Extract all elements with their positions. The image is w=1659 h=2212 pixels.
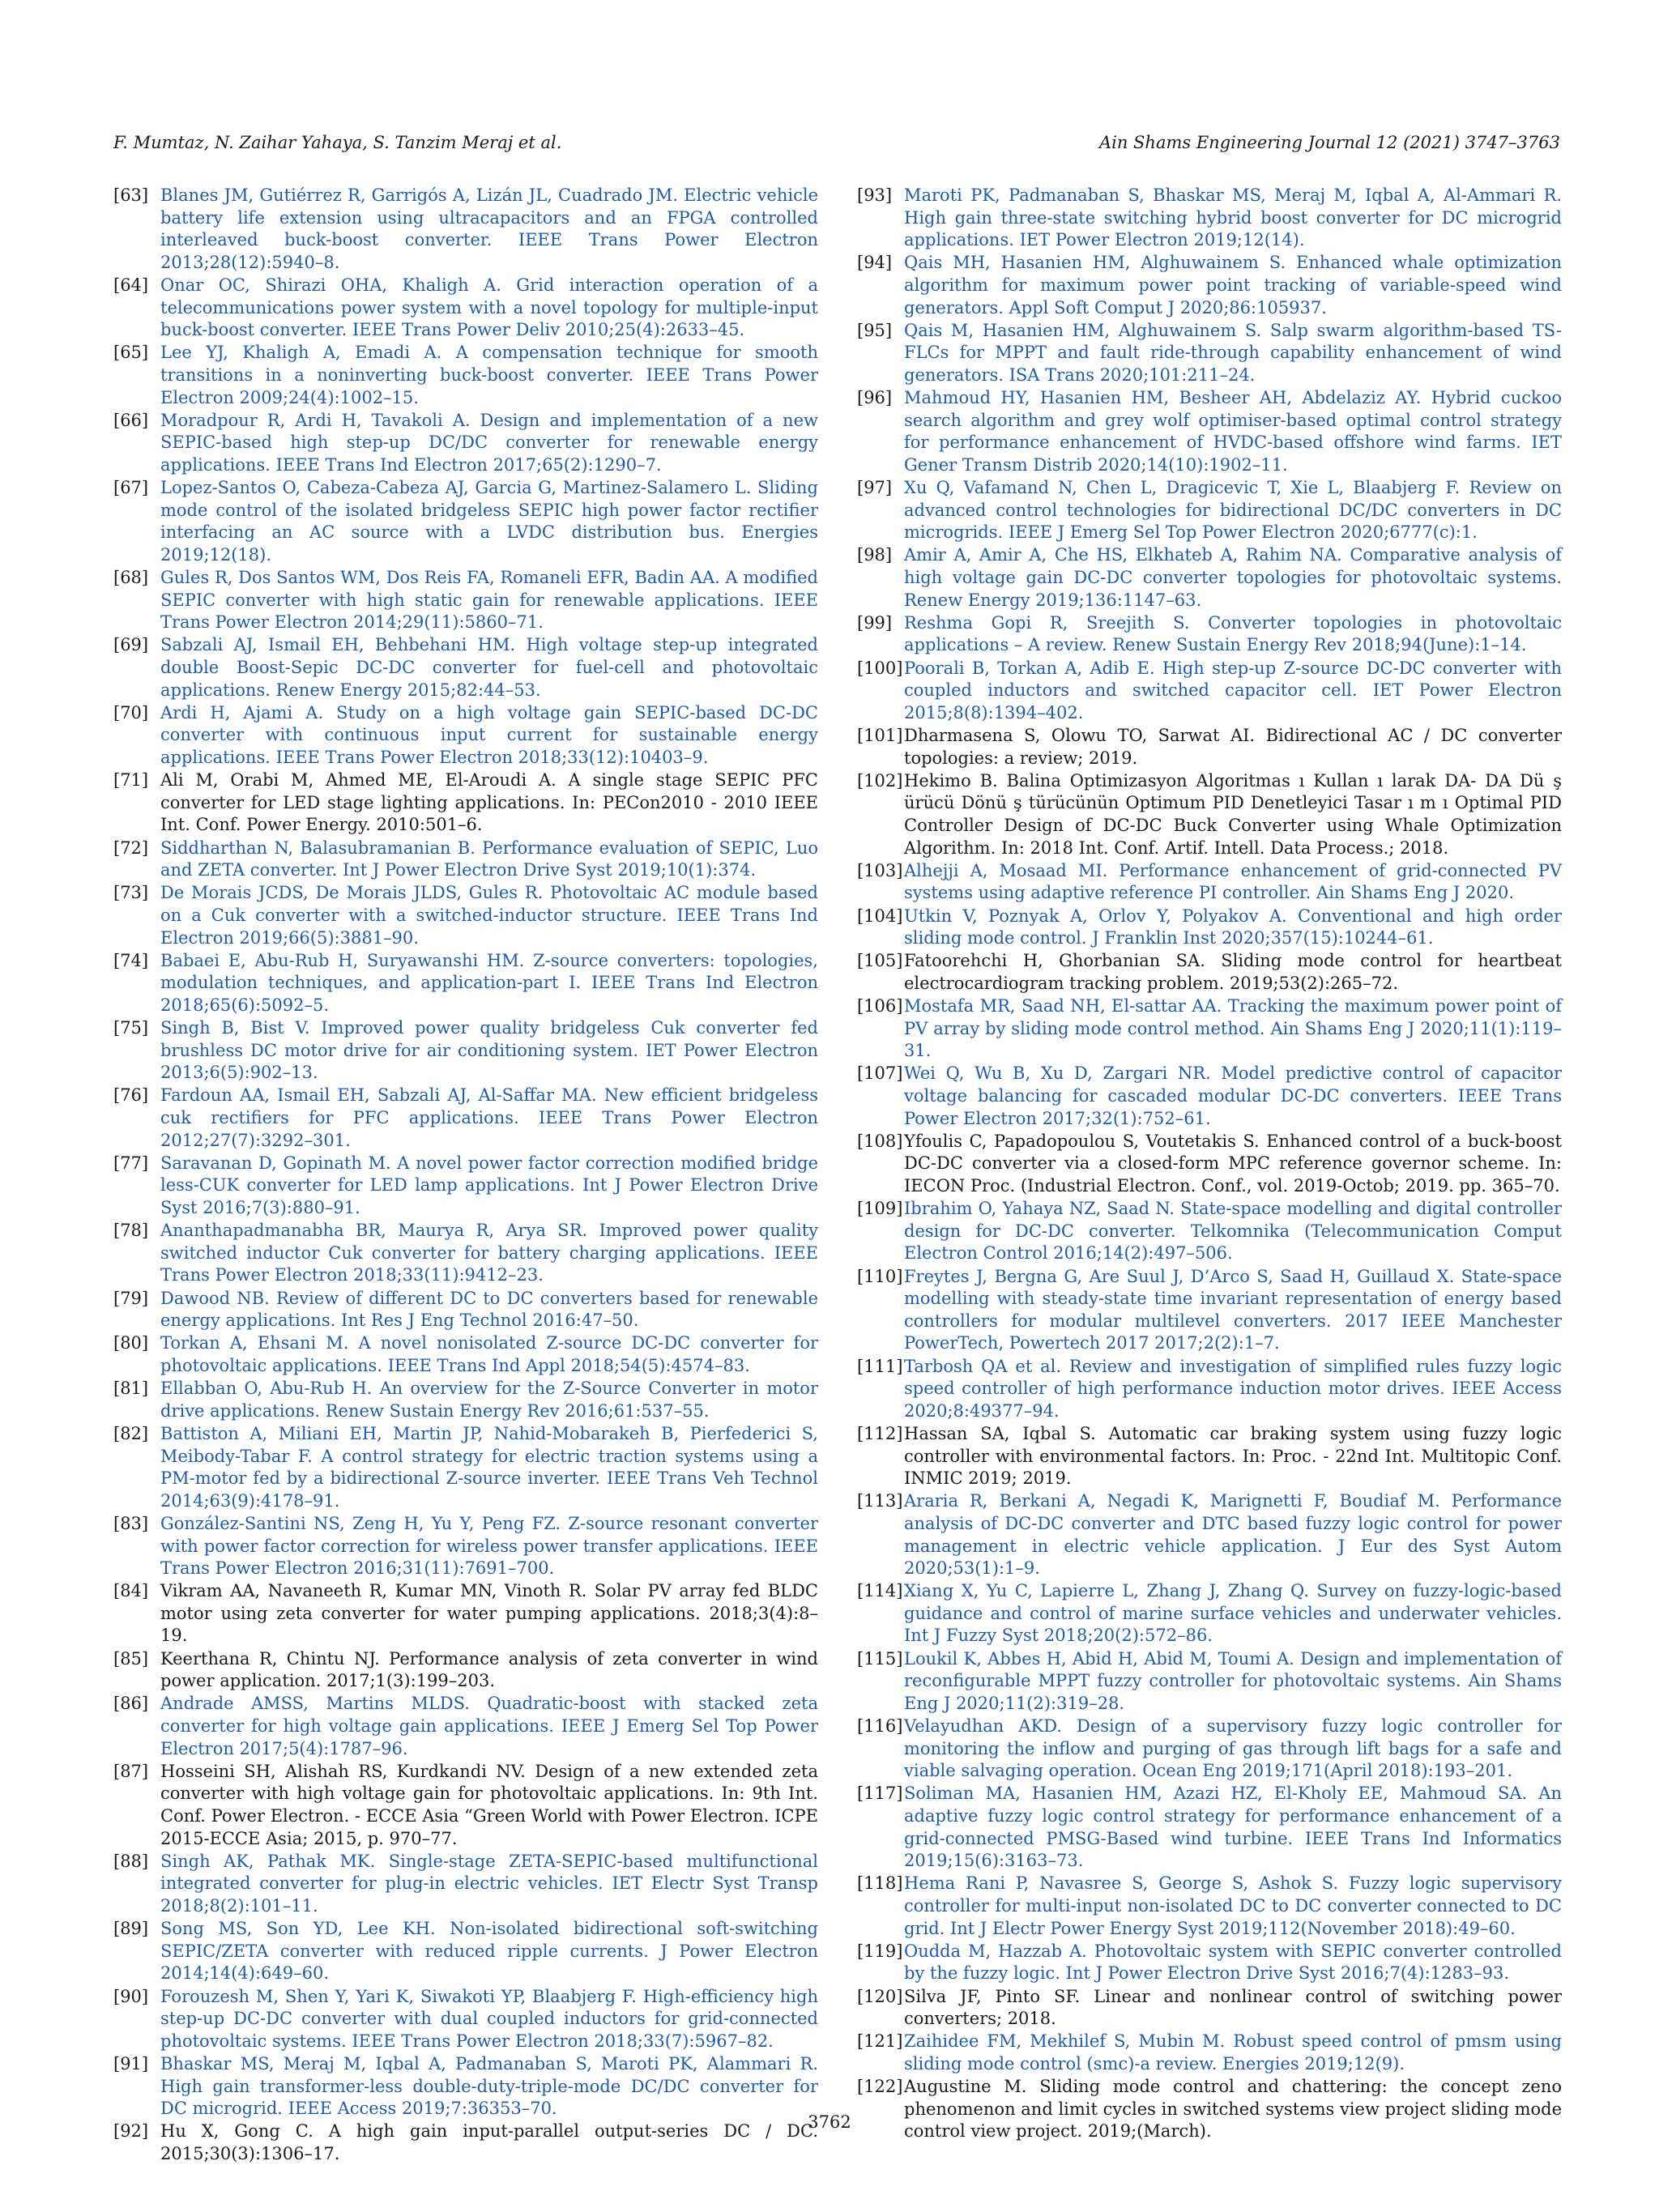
reference-link[interactable]: Sabzali AJ, Ismail EH, Behbehani HM. High voltage step-up integrated double Boost-Sepic DC-DC converter for fuel-cell and photovoltaic applications. Renew Energy 2015;82:44–53. (160, 635, 818, 700)
reference-item[interactable] (857, 185, 1562, 252)
reference-item[interactable] (857, 1941, 1562, 1985)
reference-item (857, 770, 1562, 859)
reference-link[interactable]: Qais M, Hasanien HM, Alghuwainem S. Salp swarm algorithm-based TS-FLCs for MPPT and fault ride-through capability enhancement of wind generators. ISA Trans 2020;101:211–24. (904, 320, 1562, 385)
reference-text: Ali M, Orabi M, Ahmed ME, El-Aroudi A. A single stage SEPIC PFC converter for LED stage lighting applications. In: PECon2010 - 2010 IEEE Int. Conf. Power Energy. 2010:501–6. (160, 770, 818, 835)
reference-number: [92] (113, 2121, 149, 2142)
reference-item[interactable] (113, 950, 818, 1017)
reference-number: [106] (857, 996, 903, 1016)
reference-number: [64] (113, 275, 149, 295)
reference-number: [68] (113, 568, 149, 588)
reference-number: [122] (857, 2077, 903, 2097)
reference-link[interactable]: Bhaskar MS, Meraj M, Iqbal A, Padmanaban S, Maroti PK, Alammari R. High gain transformer-less double-duty-triple-mode DC/DC converter for DC microgrid. IEEE Access 2019;7:36353–70. (160, 2053, 818, 2119)
reference-item[interactable] (113, 342, 818, 409)
reference-number: [85] (113, 1648, 149, 1669)
reference-number: [88] (113, 1851, 149, 1871)
reference-item[interactable] (113, 275, 818, 342)
reference-item[interactable] (857, 1783, 1562, 1872)
reference-link[interactable]: Ardi H, Ajami A. Study on a high voltage gain SEPIC-based DC-DC converter with continuous input current for sustainable energy applications. IEEE Trans Power Electron 2018;33(12):10403–9. (160, 702, 818, 767)
reference-number: [110] (857, 1266, 903, 1286)
reference-number: [78] (113, 1221, 149, 1241)
reference-link[interactable]: Blanes JM, Gutiérrez R, Garrigós A, Lizán JL, Cuadrado JM. Electric vehicle battery life extension using ultracapacitors and an FPGA controlled interleaved buck-boost converter. IEEE Trans Power Electron 2013;28(12):5940–8. (160, 185, 818, 272)
reference-number: [108] (857, 1131, 903, 1151)
reference-number: [83] (113, 1513, 149, 1533)
reference-number: [63] (113, 185, 149, 205)
reference-item[interactable] (857, 1580, 1562, 1647)
reference-item[interactable] (857, 1063, 1562, 1130)
reference-link[interactable]: Saravanan D, Gopinath M. A novel power factor correction modified bridge less-CUK converter for LED lamp applications. Int J Power Electron Drive Syst 2016;7(3):880–91. (160, 1153, 818, 1218)
reference-link[interactable]: Amir A, Amir A, Che HS, Elkhateb A, Rahim NA. Comparative analysis of high voltage gain DC-DC converter topologies for photovoltaic systems. Renew Energy 2019;136:1147–63. (904, 545, 1562, 610)
reference-link[interactable]: Velayudhan AKD. Design of a supervisory fuzzy logic controller for monitoring the inflow and purging of gas through lift bags for a safe and viable salvaging operation. Ocean Eng 2019;171(April 2018):193–201. (904, 1716, 1562, 1781)
reference-item (113, 1580, 818, 1647)
reference-number: [121] (857, 2031, 903, 2052)
reference-item[interactable] (113, 1693, 818, 1760)
reference-item[interactable] (113, 1288, 818, 1332)
reference-item[interactable] (857, 658, 1562, 725)
references-left-column (113, 185, 818, 2166)
reference-item (113, 1648, 818, 1693)
reference-item[interactable] (857, 612, 1562, 657)
reference-item[interactable] (113, 2053, 818, 2120)
reference-link[interactable]: Wei Q, Wu B, Xu D, Zargari NR. Model predictive control of capacitor voltage balancing for cascaded modular DC-DC converters. IEEE Trans Power Electron 2017;32(1):752–61. (904, 1063, 1562, 1128)
reference-number: [116] (857, 1716, 903, 1737)
reference-number: [79] (113, 1288, 149, 1308)
reference-number: [107] (857, 1063, 903, 1084)
reference-link[interactable]: De Morais JCDS, De Morais JLDS, Gules R. Photovoltaic AC module based on a Cuk converter with a switched-inductor structure. IEEE Trans Ind Electron 2019;66(5):3881–90. (160, 883, 818, 948)
reference-text: Fatoorehchi H, Ghorbanian SA. Sliding mode control for heartbeat electrocardiogram tracking problem. 2019;53(2):265–72. (904, 951, 1562, 993)
header-authors: F. Mumtaz, N. Zaihar Yahaya, S. Tanzim Meraj et al. (113, 133, 562, 152)
reference-item[interactable] (113, 1085, 818, 1152)
reference-link[interactable]: Zaihidee FM, Mekhilef S, Mubin M. Robust speed control of pmsm using sliding mode control (smc)-a review. Energies 2019;12(9). (904, 2031, 1562, 2073)
reference-item[interactable] (113, 1513, 818, 1580)
reference-item[interactable] (113, 1153, 818, 1220)
reference-link[interactable]: Lee YJ, Khaligh A, Emadi A. A compensation technique for smooth transitions in a noninverting buck-boost converter. IEEE Trans Power Electron 2009;24(4):1002–15. (160, 343, 818, 407)
reference-link[interactable]: Freytes J, Bergna G, Are Suul J, D’Arco S, Saad H, Guillaud X. State-space modelling with steady-state time invariant representation of energy based controllers for modular multilevel converters. 2017 IEEE Manchester PowerTech, Powertech 2017 2017;2(2):1–7. (904, 1266, 1562, 1353)
reference-number: [117] (857, 1784, 903, 1804)
reference-number: [71] (113, 770, 149, 791)
reference-link[interactable]: Andrade AMSS, Martins MLDS. Quadratic-boost with stacked zeta converter for high voltage gain applications. IEEE J Emerg Sel Top Power Electron 2017;5(4):1787–96. (160, 1694, 818, 1758)
reference-link[interactable]: Moradpour R, Ardi H, Tavakoli A. Design and implementation of a new SEPIC-based high step-up DC/DC converter for renewable energy applications. IEEE Trans Ind Electron 2017;65(2):1290–7. (160, 410, 818, 475)
reference-item[interactable] (857, 1356, 1562, 1423)
reference-item[interactable] (113, 1220, 818, 1287)
reference-number: [109] (857, 1199, 903, 1219)
reference-number: [66] (113, 410, 149, 430)
reference-link[interactable]: Dawood NB. Review of different DC to DC converters based for renewable energy applications. Int Res J Eng Technol 2016:47–50. (160, 1288, 818, 1331)
reference-text: Hosseini SH, Alishah RS, Kurdkandi NV. Design of a new extended zeta converter with high voltage gain for photovoltaic applications. In: 9th Int. Conf. Power Electron. - ECCE Asia “Green World with Power Electron. ICPE 2015-ECCE Asia; 2015, p. 970–77. (160, 1761, 818, 1848)
reference-link[interactable]: Mahmoud HY, Hasanien HM, Besheer AH, Abdelaziz AY. Hybrid cuckoo search algorithm and grey wolf optimiser-based optimal control strategy for performance enhancement of HVDC-based offshore wind farms. IET Gener Transm Distrib 2020;14(10):1902–11. (904, 388, 1562, 475)
reference-number: [98] (857, 545, 893, 565)
reference-link[interactable]: Singh AK, Pathak MK. Single-stage ZETA-SEPIC-based multifunctional integrated converter for plug-in electric vehicles. IET Electr Syst Transp 2018;8(2):101–11. (160, 1851, 818, 1916)
reference-item[interactable] (857, 320, 1562, 387)
reference-number: [118] (857, 1873, 903, 1894)
reference-number: [91] (113, 2053, 149, 2073)
reference-number: [99] (857, 612, 893, 633)
reference-number: [87] (113, 1761, 149, 1781)
reference-link[interactable]: Oudda M, Hazzab A. Photovoltaic system with SEPIC converter controlled by the fuzzy logic. Int J Power Electron Drive Syst 2016;7(4):1283–93. (904, 1941, 1562, 1984)
reference-link[interactable]: Hema Rani P, Navasree S, George S, Ashok S. Fuzzy logic supervisory controller for multi-input non-isolated DC to DC converter connected to DC grid. Int J Electr Power Energy Syst 2019;112(November 2018):49–60. (904, 1873, 1562, 1938)
reference-number: [113] (857, 1491, 903, 1511)
reference-number: [89] (113, 1919, 149, 1939)
reference-link[interactable]: Singh B, Bist V. Improved power quality bridgeless Cuk converter fed brushless DC motor drive for air conditioning system. IET Power Electron 2013;6(5):902–13. (160, 1018, 818, 1083)
page-number: 3762 (808, 2112, 851, 2132)
reference-text: Vikram AA, Navaneeth R, Kumar MN, Vinoth R. Solar PV array fed BLDC motor using zeta converter for water pumping applications. 2018;3(4):8–19. (160, 1581, 818, 1646)
reference-text: Hekimo B. Balina Optimizasyon Algoritmas ı Kullan ı larak DA- DA Dü ş ürücü Dönü ş türücünün Optimum PID Denetleyici Tasar ı m ı Optimal PID Controller Design of DC-DC Buck Converter using Whale Optimization Algorithm. In: 2018 Int. Conf. Artif. Intell. Data Process.; 2018. (904, 770, 1562, 858)
reference-link[interactable]: Poorali B, Torkan A, Adib E. High step-up Z-source DC-DC converter with coupled inductors and switched capacitor cell. IET Power Electron 2015;8(8):1394–402. (904, 658, 1562, 722)
reference-link[interactable]: Gules R, Dos Santos WM, Dos Reis FA, Romaneli EFR, Badin AA. A modified SEPIC converter with high static gain for renewable applications. IEEE Trans Power Electron 2014;29(11):5860–71. (160, 568, 818, 633)
reference-item (857, 1986, 1562, 2031)
reference-link[interactable]: Soliman MA, Hasanien HM, Azazi HZ, El-Kholy EE, Mahmoud SA. An adaptive fuzzy logic control strategy for performance enhancement of a grid-connected PMSG-Based wind turbine. IEEE Trans Ind Informatics 2019;15(6):3163–73. (904, 1784, 1562, 1871)
reference-item[interactable] (857, 1715, 1562, 1783)
reference-link[interactable]: Xiang X, Yu C, Lapierre L, Zhang J, Zhang Q. Survey on fuzzy-logic-based guidance and control of marine surface vehicles and underwater vehicles. Int J Fuzzy Syst 2018;20(2):572–86. (904, 1581, 1562, 1646)
reference-number: [101] (857, 726, 903, 745)
reference-number: [119] (857, 1941, 903, 1961)
reference-item[interactable] (113, 1851, 818, 1918)
reference-number: [81] (113, 1379, 149, 1399)
reference-link[interactable]: Xu Q, Vafamand N, Chen L, Dragicevic T, Xie L, Blaabjerg F. Review on advanced control technologies for bidirectional DC/DC converters in DC microgrids. IEEE J Emerg Sel Top Power Electron 2020;6777(c):1. (904, 478, 1562, 543)
reference-text: Keerthana R, Chintu NJ. Performance analysis of zeta converter in wind power application. 2017;1(3):199–203. (160, 1648, 818, 1691)
reference-number: [105] (857, 951, 903, 971)
reference-text: Silva JF, Pinto SF. Linear and nonlinear control of switching power converters; 2018. (904, 1986, 1562, 2029)
reference-number: [100] (857, 658, 903, 678)
reference-link[interactable]: Ellabban O, Abu-Rub H. An overview for the Z-Source Converter in motor drive applications. Renew Sustain Energy Rev 2016;61:537–55. (160, 1379, 818, 1421)
reference-number: [114] (857, 1581, 903, 1601)
reference-item[interactable] (113, 1423, 818, 1512)
reference-link[interactable]: Fardoun AA, Ismail EH, Sabzali AJ, Al-Saffar MA. New efficient bridgeless cuk rectifiers for PFC applications. IEEE Trans Power Electron 2012;27(7):3292–301. (160, 1085, 818, 1150)
reference-item (857, 1131, 1562, 1198)
reference-number: [70] (113, 702, 149, 722)
reference-number: [74] (113, 950, 149, 970)
reference-item[interactable] (113, 1378, 818, 1422)
reference-number: [96] (857, 388, 893, 408)
reference-item[interactable] (857, 544, 1562, 612)
reference-number: [69] (113, 635, 149, 655)
reference-number: [72] (113, 837, 149, 858)
reference-number: [111] (857, 1356, 903, 1376)
reference-number: [102] (857, 770, 903, 791)
header-journal: Ain Shams Engineering Journal 12 (2021) 3747–3763 (1098, 133, 1560, 152)
reference-number: [94] (857, 253, 893, 273)
reference-link[interactable]: Maroti PK, Padmanaban S, Bhaskar MS, Meraj M, Iqbal A, Al-Ammari R. High gain three-state switching hybrid boost converter for DC microgrid applications. IET Power Electron 2019;12(14). (904, 185, 1562, 250)
reference-item[interactable] (857, 906, 1562, 950)
reference-item[interactable] (113, 567, 818, 634)
reference-number: [115] (857, 1648, 903, 1669)
reference-link[interactable]: Babaei E, Abu-Rub H, Suryawanshi HM. Z-source converters: topologies, modulation techniques, and application-part I. IEEE Trans Ind Electron 2018;65(6):5092–5. (160, 950, 818, 1015)
reference-number: [80] (113, 1333, 149, 1353)
reference-number: [65] (113, 343, 149, 363)
reference-link[interactable]: González-Santini NS, Zeng H, Yu Y, Peng FZ. Z-source resonant converter with power factor correction for wireless power transfer applications. IEEE Trans Power Electron 2016;31(11):7691–700. (160, 1513, 818, 1579)
reference-number: [82] (113, 1423, 149, 1443)
reference-item (113, 1761, 818, 1850)
reference-number: [84] (113, 1581, 149, 1601)
reference-link[interactable]: Lopez-Santos O, Cabeza-Cabeza AJ, Garcia G, Martinez-Salamero L. Sliding mode control of the isolated bridgeless SEPIC high power factor rectifier interfacing an AC source with a LVDC distribution bus. Energies 2019;12(18). (160, 478, 818, 565)
reference-link[interactable]: Alhejji A, Mosaad MI. Performance enhancement of grid-connected PV systems using adaptive reference PI controller. Ain Shams Eng J 2020. (904, 860, 1562, 903)
reference-number: [75] (113, 1018, 149, 1038)
reference-item[interactable] (857, 1490, 1562, 1579)
reference-item[interactable] (857, 387, 1562, 476)
reference-item[interactable] (857, 860, 1562, 905)
reference-link[interactable]: Ibrahim O, Yahaya NZ, Saad N. State-space modelling and digital controller design for DC-DC converter. Telkomnika (Telecommunication Comput Electron Control 2016;14(2):497–506. (904, 1199, 1562, 1264)
reference-text: Hassan SA, Iqbal S. Automatic car braking system using fuzzy logic controller with environmental factors. In: Proc. - 22nd Int. Multitopic Conf. INMIC 2019; 2019. (904, 1423, 1562, 1489)
reference-text: Yfoulis C, Papadopoulou S, Voutetakis S. Enhanced control of a buck-boost DC-DC converter via a closed-form MPC reference governor scheme. In: IECON Proc. (Industrial Electron. Conf., vol. 2019-Octob; 2019. pp. 365–70. (904, 1131, 1562, 1196)
reference-item (857, 1423, 1562, 1490)
reference-number: [104] (857, 906, 903, 926)
reference-number: [93] (857, 185, 893, 205)
reference-item[interactable] (113, 837, 818, 882)
reference-number: [77] (113, 1153, 149, 1173)
reference-link[interactable]: Song MS, Son YD, Lee KH. Non-isolated bidirectional soft-switching SEPIC/ZETA converter with reduced ripple currents. J Power Electron 2014;14(4):649–60. (160, 1919, 818, 1984)
reference-link[interactable]: Araria R, Berkani A, Negadi K, Marignetti F, Boudiaf M. Performance analysis of DC-DC converter and DTC based fuzzy logic control for power management in electric vehicle application. J Eur des Syst Autom 2020;53(1):1–9. (904, 1491, 1562, 1579)
reference-number: [86] (113, 1694, 149, 1714)
reference-number: [95] (857, 320, 893, 340)
reference-item[interactable] (857, 1648, 1562, 1715)
reference-item (857, 725, 1562, 769)
reference-item[interactable] (113, 185, 818, 274)
reference-link[interactable]: Torkan A, Ehsani M. A novel nonisolated Z-source DC-DC converter for photovoltaic applications. IEEE Trans Ind Appl 2018;54(5):4574–83. (160, 1333, 818, 1375)
reference-link[interactable]: Utkin V, Poznyak A, Orlov Y, Polyakov A. Conventional and high order sliding mode control. J Franklin Inst 2020;357(15):10244–61. (904, 906, 1562, 948)
reference-item[interactable] (113, 410, 818, 477)
reference-item[interactable] (857, 1198, 1562, 1265)
reference-number: [120] (857, 1986, 903, 2006)
reference-link[interactable]: Mostafa MR, Saad NH, El-sattar AA. Tracking the maximum power point of PV array by sliding mode control method. Ain Shams Eng J 2020;11(1):119–31. (904, 996, 1562, 1061)
reference-link[interactable]: Qais MH, Hasanien HM, Alghuwainem S. Enhanced whale optimization algorithm for maximum power point tracking of variable-speed wind generators. Appl Soft Comput J 2020;86:105937. (904, 253, 1562, 318)
reference-number: [67] (113, 478, 149, 498)
reference-number: [73] (113, 883, 149, 903)
reference-item[interactable] (857, 477, 1562, 544)
reference-item[interactable] (857, 2031, 1562, 2075)
reference-number: [90] (113, 1986, 149, 2006)
reference-item[interactable] (857, 995, 1562, 1063)
reference-link[interactable]: Siddharthan N, Balasubramanian B. Performance evaluation of SEPIC, Luo and ZETA converter. Int J Power Electron Drive Syst 2019;10(1):374. (160, 837, 818, 880)
reference-item[interactable] (113, 1017, 818, 1085)
reference-text: Augustine M. Sliding mode control and chattering: the concept zeno phenomenon and limit cycles in switched systems view project sliding mode control view project. 2019;(March). (904, 2077, 1562, 2142)
reference-item[interactable] (113, 634, 818, 701)
reference-item (857, 950, 1562, 995)
reference-number: [103] (857, 860, 903, 880)
reference-item (113, 769, 818, 837)
reference-item[interactable] (113, 1332, 818, 1377)
reference-item[interactable] (113, 1986, 818, 2053)
reference-item[interactable] (113, 477, 818, 566)
reference-link[interactable]: Battiston A, Miliani EH, Martin JP, Nahid-Mobarakeh B, Pierfederici S, Meibody-Tabar F. A control strategy for electric traction systems using a PM-motor fed by a bidirectional Z-source inverter. IEEE Trans Veh Technol 2014;63(9):4178–91. (160, 1423, 818, 1511)
reference-item[interactable] (113, 1918, 818, 1985)
reference-number: [76] (113, 1085, 149, 1106)
reference-link[interactable]: Tarbosh QA et al. Review and investigation of simplified rules fuzzy logic speed controller of high performance induction motor drives. IEEE Access 2020;8:49377–94. (904, 1356, 1562, 1421)
reference-link[interactable]: Reshma Gopi R, Sreejith S. Converter topologies in photovoltaic applications – A review. Renew Sustain Energy Rev 2018;94(June):1–14. (904, 612, 1562, 655)
reference-item[interactable] (857, 1873, 1562, 1940)
reference-item (857, 2076, 1562, 2143)
reference-item[interactable] (857, 252, 1562, 319)
reference-number: [97] (857, 478, 893, 498)
reference-link[interactable]: Onar OC, Shirazi OHA, Khaligh A. Grid interaction operation of a telecommunications power system with a novel topology for multiple-input buck-boost converter. IEEE Trans Power Deliv 2010;25(4):2633–45. (160, 275, 818, 340)
references-right-column (857, 185, 1562, 2143)
reference-text: Dharmasena S, Olowu TO, Sarwat AI. Bidirectional AC / DC converter topologies: a review; 2019. (904, 726, 1562, 768)
reference-link[interactable]: Ananthapadmanabha BR, Maurya R, Arya SR. Improved power quality switched inductor Cuk converter for battery charging applications. IEEE Trans Power Electron 2018;33(11):9412–23. (160, 1221, 818, 1285)
reference-link[interactable]: Forouzesh M, Shen Y, Yari K, Siwakoti YP, Blaabjerg F. High-efficiency high step-up DC-DC converter with dual coupled inductors for grid-connected photovoltaic systems. IEEE Trans Power Electron 2018;33(7):5967–82. (160, 1986, 818, 2051)
reference-text: Hu X, Gong C. A high gain input-parallel output-series DC / DC. 2015;30(3):1306–17. (160, 2121, 818, 2163)
reference-item[interactable] (857, 1266, 1562, 1355)
reference-item[interactable] (113, 882, 818, 949)
reference-number: [112] (857, 1423, 903, 1443)
reference-item[interactable] (113, 702, 818, 769)
reference-link[interactable]: Loukil K, Abbes H, Abid H, Abid M, Toumi A. Design and implementation of reconfigurable MPPT fuzzy controller for photovoltaic systems. Ain Shams Eng J 2020;11(2):319–28. (904, 1648, 1562, 1713)
